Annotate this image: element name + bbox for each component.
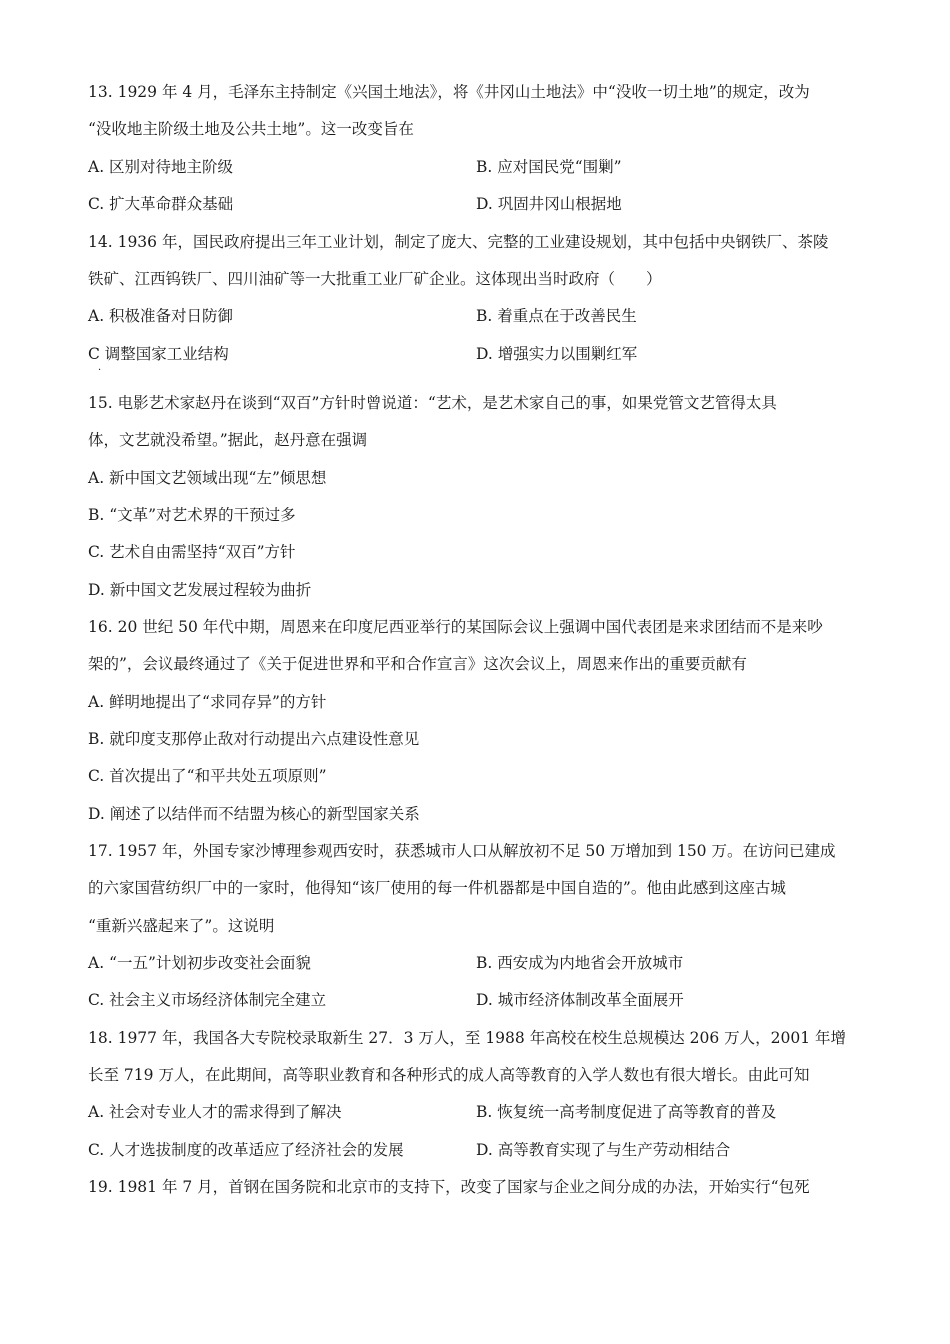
q13-option-b: B. 应对国民党“围剿”	[476, 158, 622, 176]
q15-stem-line-2: 体，文艺就没希望。”据此，赵丹意在强调	[88, 431, 368, 449]
q17-option-a: A. “一五”计划初步改变社会面貌	[88, 954, 311, 972]
q14-option-b: B. 着重点在于改善民生	[476, 307, 637, 325]
q17-option-d: D. 城市经济体制改革全面展开	[476, 991, 684, 1009]
q15-option-a: A. 新中国文艺领域出现“左”倾思想	[88, 469, 327, 487]
q16-stem-line-1: 16. 20 世纪 50 年代中期，周恩来在印度尼西亚举行的某国际会议上强调中国代表团是来求团结而不是来吵	[88, 618, 823, 636]
q14-stem-line-2: 铁矿、江西钨铁厂、四川油矿等一大批重工业厂矿企业。这体现出当时政府（ ）	[88, 270, 662, 288]
q17-stem-line-3: “重新兴盛起来了”。这说明	[88, 917, 275, 935]
q14-option-d: D. 增强实力以围剿红军	[476, 345, 638, 363]
q14-option-c: C 调整国家工业结构	[88, 345, 229, 363]
q13-option-c: C. 扩大革命群众基础	[88, 195, 234, 213]
q13-option-d: D. 巩固井冈山根据地	[476, 195, 622, 213]
q17-stem-line-2: 的六家国营纺织厂中的一家时，他得知“该厂使用的每一件机器都是中国自造的”。他由此感到这座古城	[88, 879, 786, 897]
q19-stem-line-1: 19. 1981 年 7 月，首钢在国务院和北京市的支持下，改变了国家与企业之间分成的办法，开始实行“包死	[88, 1178, 810, 1196]
stray-dot-mark: ·	[98, 365, 102, 376]
q14-stem-line-1: 14. 1936 年，国民政府提出三年工业计划，制定了庞大、完整的工业建设规划，其中包括中央钢铁厂、茶陵	[88, 233, 829, 251]
q17-stem-line-1: 17. 1957 年，外国专家沙博理参观西安时，获悉城市人口从解放初不足 50 万增加到 150 万。在访问已建成	[88, 842, 836, 860]
q16-option-a: A. 鲜明地提出了“求同存异”的方针	[88, 693, 327, 711]
q18-option-a: A. 社会对专业人才的需求得到了解决	[88, 1103, 342, 1121]
q16-option-c: C. 首次提出了“和平共处五项原则”	[88, 767, 327, 785]
q14-option-a: A. 积极准备对日防御	[88, 307, 234, 325]
q13-option-a: A. 区别对待地主阶级	[88, 158, 234, 176]
q13-stem-line-1: 13. 1929 年 4 月，毛泽东主持制定《兴国土地法》，将《井冈山土地法》中“没收一切土地”的规定，改为	[88, 83, 810, 101]
q16-option-b: B. 就印度支那停止敌对行动提出六点建设性意见	[88, 730, 420, 748]
q15-option-b: B. “文革”对艺术界的干预过多	[88, 506, 296, 524]
q18-stem-line-2: 长至 719 万人，在此期间，高等职业教育和各种形式的成人高等教育的入学人数也有很大增长。由此可知	[88, 1066, 810, 1084]
q18-stem-line-1: 18. 1977 年，我国各大专院校录取新生 27．3 万人，至 1988 年高校在校生总规模达 206 万人，2001 年增	[88, 1029, 847, 1047]
q16-option-d: D. 阐述了以结伴而不结盟为核心的新型国家关系	[88, 805, 420, 823]
q17-option-b: B. 西安成为内地省会开放城市	[476, 954, 684, 972]
q18-option-b: B. 恢复统一高考制度促进了高等教育的普及	[476, 1103, 777, 1121]
q18-option-c: C. 人才选拔制度的改革适应了经济社会的发展	[88, 1141, 404, 1159]
q15-option-c: C. 艺术自由需坚持“双百”方针	[88, 543, 296, 561]
q17-option-c: C. 社会主义市场经济体制完全建立	[88, 991, 327, 1009]
q15-option-d: D. 新中国文艺发展过程较为曲折	[88, 581, 312, 599]
q16-stem-line-2: 架的”，会议最终通过了《关于促进世界和平和合作宣言》这次会议上，周恩来作出的重要贡献有	[88, 655, 747, 673]
q13-stem-line-2: “没收地主阶级土地及公共土地”。这一改变旨在	[88, 120, 414, 138]
q15-stem-line-1: 15. 电影艺术家赵丹在谈到“双百”方针时曾说道：“艺术，是艺术家自己的事，如果党管文艺管得太具	[88, 394, 777, 412]
q18-option-d: D. 高等教育实现了与生产劳动相结合	[476, 1141, 731, 1159]
